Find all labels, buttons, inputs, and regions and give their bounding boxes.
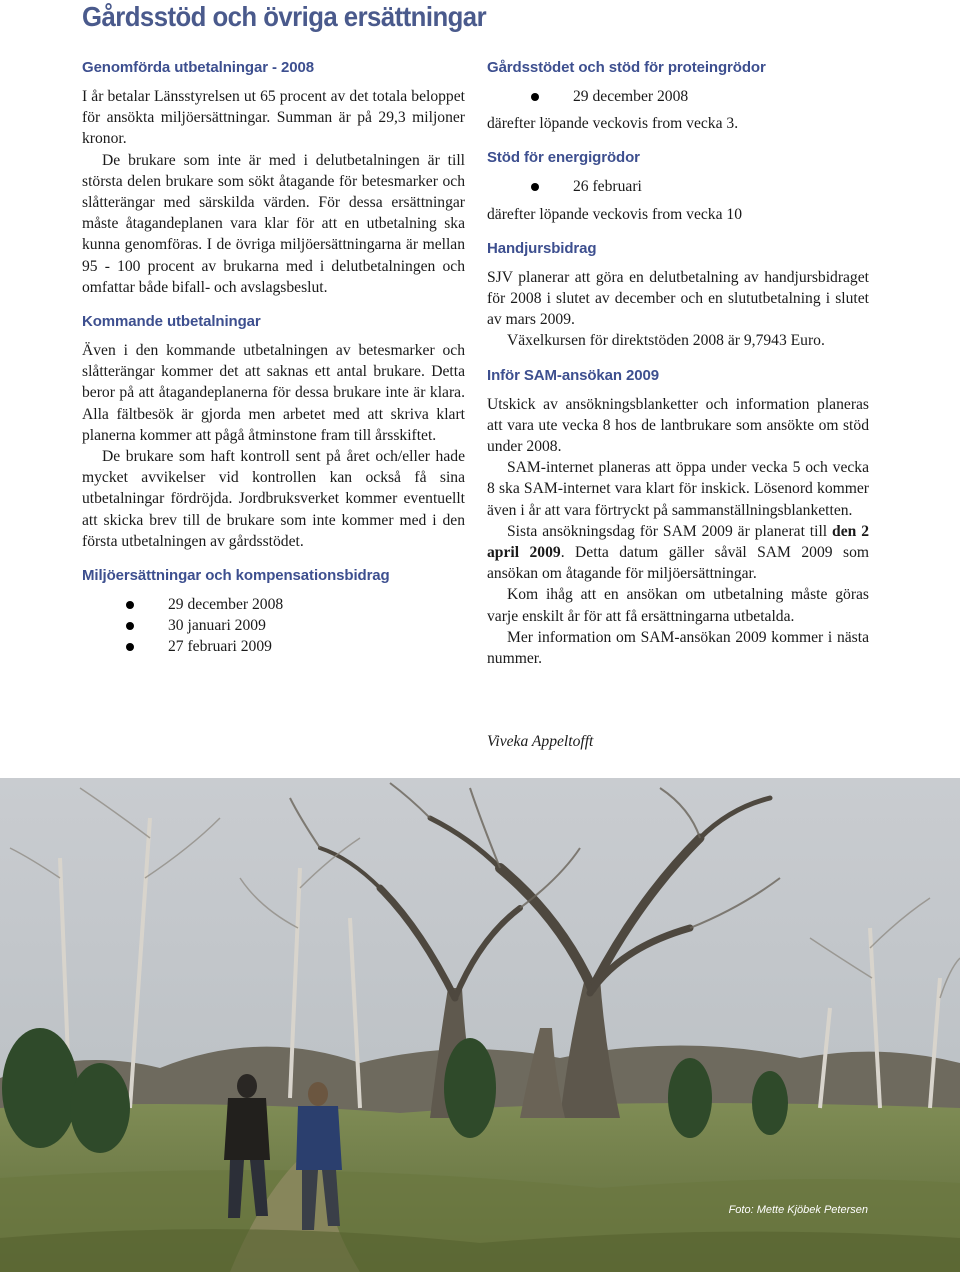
date-list [487,176,869,197]
date-list [487,86,869,107]
section-farm-support [487,58,869,134]
paragraph: De brukare som inte är med i delutbetalningen är till största delen brukare som sökt åtagande för betesmarker och slåtterängar med särskilda värden. För dessa ersättningar måste åtagandeplanen vara klar för att en utbetalning ska kunna genomföras. I de övriga miljöersättningarna är mellan 95 - 100 procent av brukarna med i delutbetalningen och omfattar både bifall- och avslagsbeslut. [82,151,465,296]
left-column [82,58,465,672]
list-item: 29 december 2008 [82,594,465,615]
section-completed-payments [82,58,465,298]
section-upcoming-payments [82,312,465,552]
right-column [487,58,869,683]
section-sam-application [487,366,869,670]
heading-environmental-compensation: Miljöersättningar och kompensationsbidrag [82,567,390,585]
section-energy-crops [487,148,869,224]
list-item: 29 december 2008 [487,86,869,107]
page-title: Gårdsstöd och övriga ersättningar [82,1,487,32]
paragraph: I år betalar Länsstyrelsen ut 65 procent av det totala beloppet för ansökta miljöersättningar. Summan är på 29,3 miljoner kronor. [82,88,465,148]
paragraph: SJV planerar att göra en delutbetalning av handjursbidraget för 2008 i slutet av december och en slututbetalning i slutet av mars 2009. [487,268,869,329]
paragraph: Även i den kommande utbetalningen av betesmarker och slåtterängar kommer det att saknas ett antal brukare. Detta beror på att åtagandeplanerna för dessa brukare inte är klara. Alla fältbesök är gjorda men arbetet med att skriva klart planerna kommer att pågå åtminstone fram till årsskiftet. [82,342,465,444]
heading-energy-crops: Stöd för energigrödor [487,149,640,167]
paragraph: Kom ihåg att en ansökan om utbetalning måste göras varje enskilt år för att få ersättningarna utbetalda. [487,586,869,625]
heading-sam-application: Inför SAM-ansökan 2009 [487,366,660,384]
heading-male-animal-grant: Handjursbidrag [487,239,597,257]
paragraph: SAM-internet planeras att öppa under vecka 5 och vecka 8 ska SAM-internet vara klart för inskick. Lösenord kommer även i år att vara förtryckt på sammanställningsblanketten. [487,459,869,519]
section-environmental-compensation [82,566,465,658]
paragraph: De brukare som haft kontroll sent på året och/eller hade mycket avvikelser vid kontrollen kan också få sina utbetalningar fördröjda. Jordbruksverket kommer eventuellt att skicka brev till de brukare som inte kommer med i den första utbetalningen av gårdsstödet. [82,448,465,550]
paragraph: Mer information om SAM-ansökan 2009 kommer i nästa nummer. [487,628,869,668]
paragraph: Utskick av ansökningsblanketter och information planeras att vara ute vecka 8 hos de lantbrukare som ansökte om stöd under 2008. [487,395,869,456]
paragraph-deadline [487,521,869,585]
heading-completed-payments: Genomförda utbetalningar - 2008 [82,59,314,76]
list-item: 26 februari [487,176,869,197]
landscape-photo [0,778,960,1272]
deadline-text: Sista ansökningsdag för SAM 2009 är planerat till [507,522,833,540]
paragraph: därefter löpande veckovis from vecka 3. [487,115,739,133]
author-signature: Viveka Appeltofft [487,733,594,750]
paragraph: Växelkursen för direktstöden 2008 är 9,7943 Euro. [507,332,825,350]
date-list [82,594,465,658]
list-item: 30 januari 2009 [82,615,465,636]
heading-farm-support: Gårdsstödet och stöd för proteingrödor [487,59,766,76]
heading-upcoming-payments: Kommande utbetalningar [82,313,261,331]
photo-caption: Foto: Mette Kjöbek Petersen [728,1204,868,1216]
deadline-text-after: . Detta datum gäller såväl SAM 2009 som ansökan om åtagande för miljöersättningar. [487,544,869,583]
deadline-date: den 2 april 2009 [487,522,869,562]
paragraph: därefter löpande veckovis from vecka 10 [487,205,743,223]
list-item: 27 februari 2009 [82,636,465,657]
section-male-animal-grant [487,239,869,352]
